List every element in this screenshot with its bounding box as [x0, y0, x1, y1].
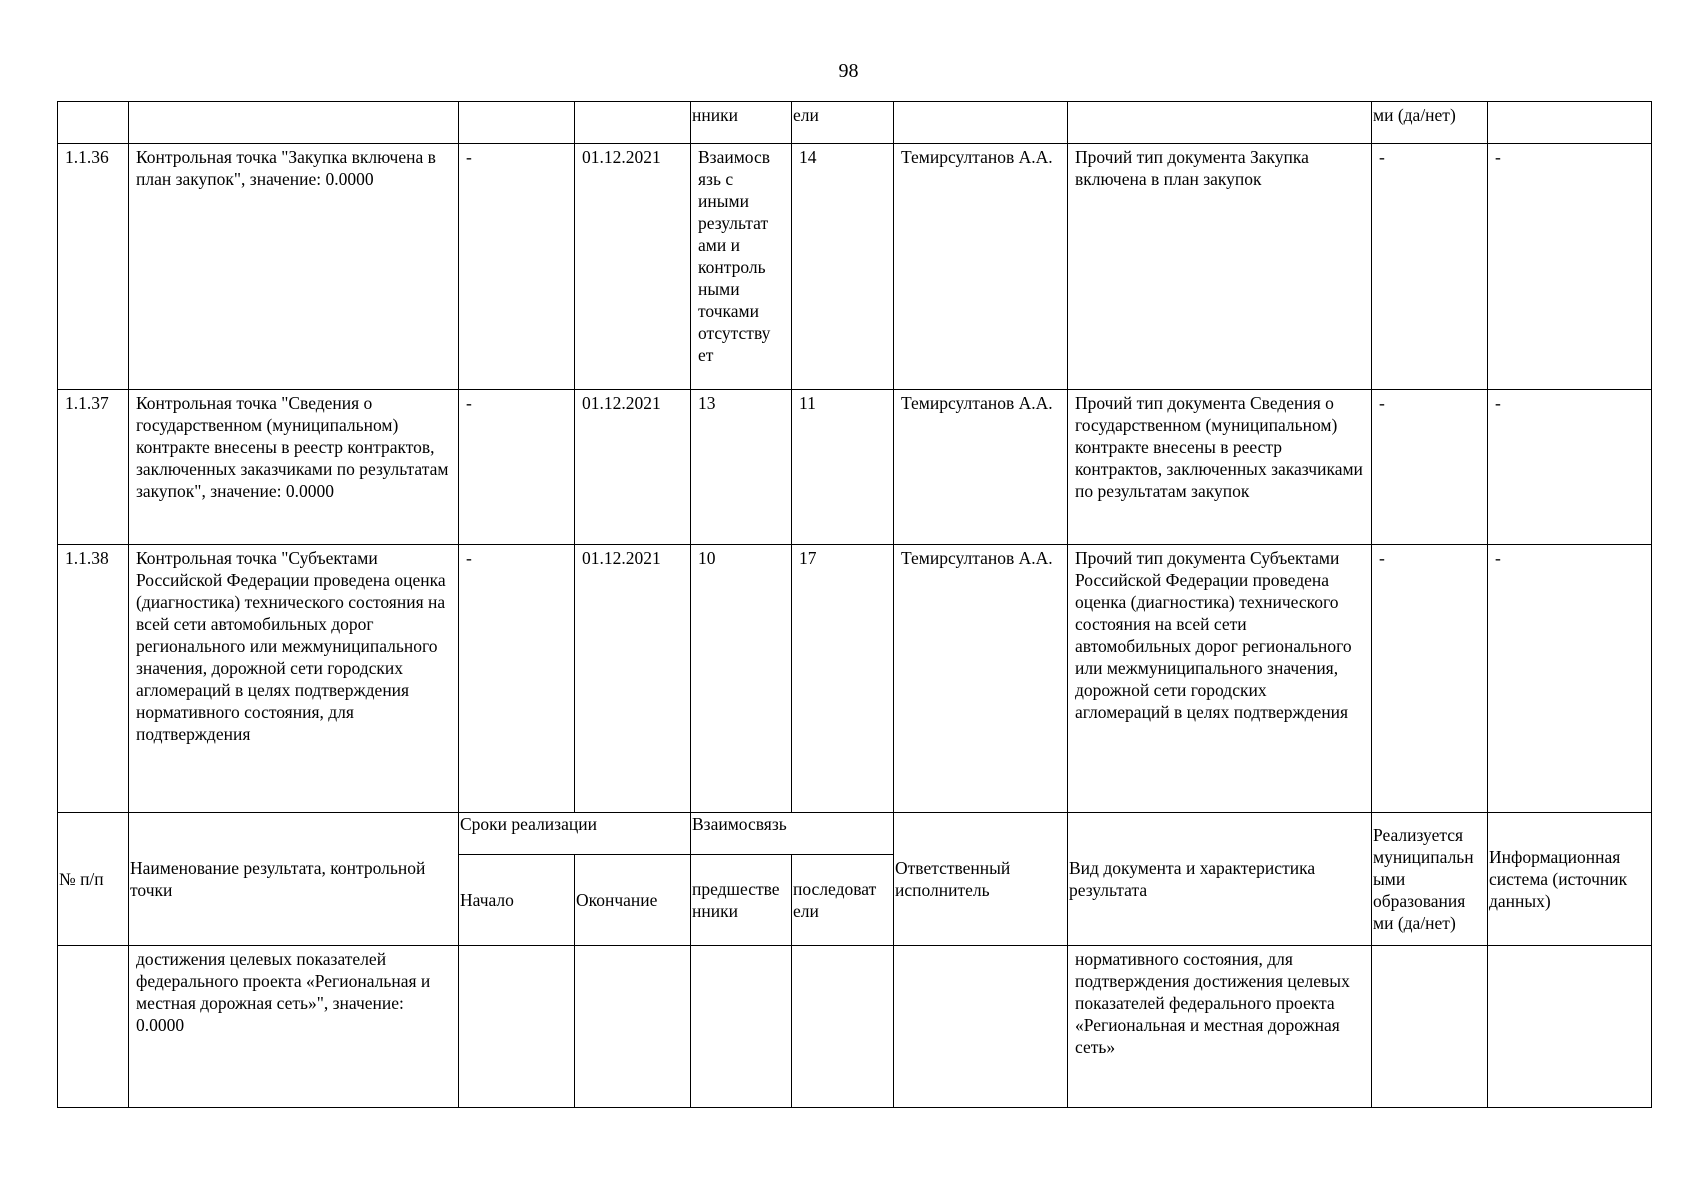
cell-name: Контрольная точка "Субъектами Российской Федерации проведена оценка (диагностика) технического состояния на всей сети автомобильных дорог регионального или межмуниципального значения, дорожной сети городских агломераций в целях подтверждения нормативного состояния, для подтверждения [129, 545, 459, 813]
cell-info-system: - [1488, 390, 1652, 545]
cell-successors: 14 [792, 144, 894, 390]
cell-doc-type: Прочий тип документа Субъектами Российской Федерации проведена оценка (диагностика) технического состояния на всей сети автомобильных дорог регионального или межмуниципального значения, дорожной сети городских агломераций в целях подтверждения [1068, 545, 1372, 813]
header-num: № п/п [58, 813, 129, 946]
cell-successors [792, 946, 894, 1108]
cell-end: 01.12.2021 [575, 144, 691, 390]
cell-start [459, 102, 575, 144]
header-successors: последоват ели [792, 855, 894, 946]
cell-info-system: - [1488, 144, 1652, 390]
control-points-table [57, 101, 1652, 1108]
cell-responsible [894, 946, 1068, 1108]
header-responsible: Ответственный исполнитель [894, 813, 1068, 946]
cell-predecessors: нники [691, 102, 792, 144]
table-row [58, 144, 1652, 390]
cell-end: 01.12.2021 [575, 390, 691, 545]
cell-successors: 17 [792, 545, 894, 813]
header-name: Наименование результата, контрольной точки [129, 813, 459, 946]
cell-num: 1.1.38 [58, 545, 129, 813]
cell-end: 01.12.2021 [575, 545, 691, 813]
cell-responsible: Темирсултанов А.А. [894, 390, 1068, 545]
cell-doc-type: нормативного состояния, для подтверждения достижения целевых показателей федерального проекта «Региональная и местная дорожная сеть» [1068, 946, 1372, 1108]
cell-num: 1.1.36 [58, 144, 129, 390]
cell-start: - [459, 545, 575, 813]
cell-municipal: - [1372, 144, 1488, 390]
cell-start: - [459, 144, 575, 390]
cell-info-system [1488, 102, 1652, 144]
cell-municipal [1372, 946, 1488, 1108]
header-predecessors: предшестве нники [691, 855, 792, 946]
cell-doc-type: Прочий тип документа Закупка включена в план закупок [1068, 144, 1372, 390]
cell-num: 1.1.37 [58, 390, 129, 545]
cell-end [575, 102, 691, 144]
cell-info-system: - [1488, 545, 1652, 813]
cell-start: - [459, 390, 575, 545]
cell-responsible: Темирсултанов А.А. [894, 144, 1068, 390]
cell-responsible [894, 102, 1068, 144]
cell-predecessors: 10 [691, 545, 792, 813]
header-start: Начало [459, 855, 575, 946]
cell-name: Контрольная точка "Закупка включена в план закупок", значение: 0.0000 [129, 144, 459, 390]
cell-name: Контрольная точка "Сведения о государственном (муниципальном) контракте внесены в реестр контрактов, заключенных заказчиками по результатам закупок", значение: 0.0000 [129, 390, 459, 545]
header-doc-type: Вид документа и характеристика результата [1068, 813, 1372, 946]
cell-successors: 11 [792, 390, 894, 545]
cell-doc-type: Прочий тип документа Сведения о государственном (муниципальном) контракте внесены в реестр контрактов, заключенных заказчиками по результатам закупок [1068, 390, 1372, 545]
header-relation: Взаимосвязь [691, 813, 894, 855]
cell-predecessors [691, 946, 792, 1108]
cell-start [459, 946, 575, 1108]
cell-municipal: - [1372, 545, 1488, 813]
cell-predecessors: Взаимосв язь с иными результат ами и контроль ными точками отсутству ет [691, 144, 792, 390]
header-deadlines: Сроки реализации [459, 813, 691, 855]
table-row [58, 390, 1652, 545]
cell-municipal: - [1372, 390, 1488, 545]
table-row [58, 545, 1652, 813]
cell-successors: ели [792, 102, 894, 144]
cell-num [58, 946, 129, 1108]
continuation-row-bottom [58, 946, 1652, 1108]
cell-name: достижения целевых показателей федерального проекта «Региональная и местная дорожная сеть»", значение: 0.0000 [129, 946, 459, 1108]
cell-info-system [1488, 946, 1652, 1108]
header-info-system: Информационная система (источник данных) [1488, 813, 1652, 946]
header-municipal: Реализуется муниципальн ыми образования ми (да/нет) [1372, 813, 1488, 946]
cell-num [58, 102, 129, 144]
table-header-row [58, 813, 1652, 855]
cell-doc-type [1068, 102, 1372, 144]
cell-name [129, 102, 459, 144]
cell-predecessors: 13 [691, 390, 792, 545]
header-end: Окончание [575, 855, 691, 946]
page-number: 98 [838, 60, 859, 82]
continuation-row-top [58, 102, 1652, 144]
cell-municipal: ми (да/нет) [1372, 102, 1488, 144]
cell-end [575, 946, 691, 1108]
cell-responsible: Темирсултанов А.А. [894, 545, 1068, 813]
